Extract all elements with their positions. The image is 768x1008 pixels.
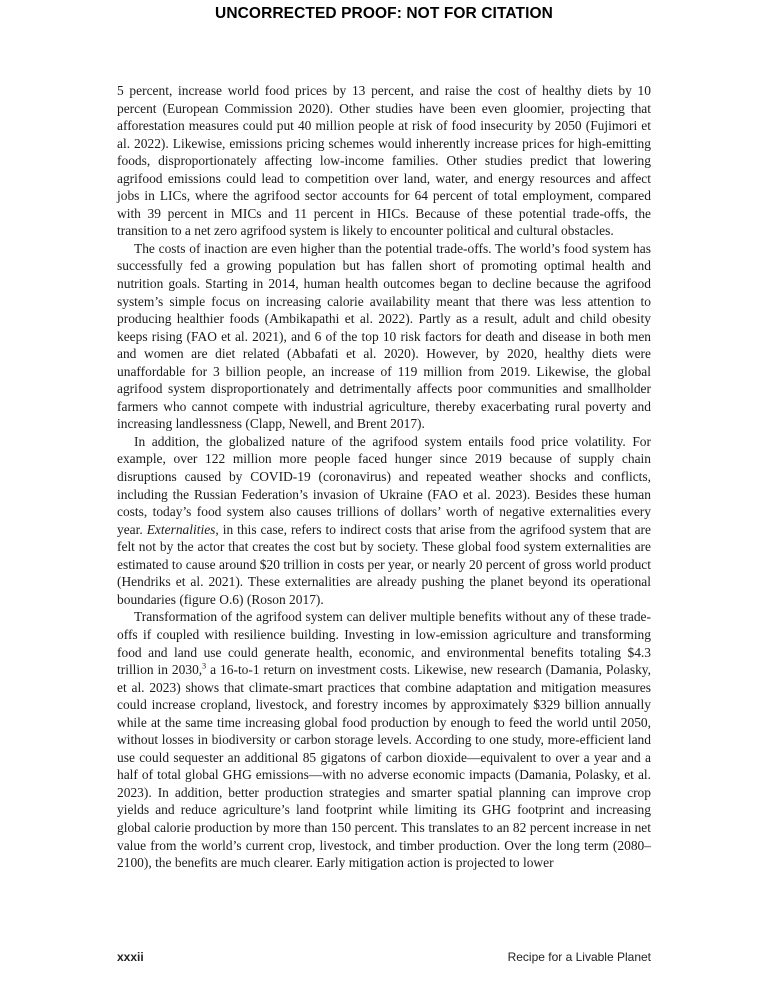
page-number: xxxii [117, 950, 144, 964]
paragraph-2: The costs of inaction are even higher than the potential trade-offs. The world’s food system has successfully fed a growing population but has fallen short of promoting optimal health and nutrition goals. Starting in 2014, human health outcomes began to decline because the agrifood system’s simple focus on increasing calorie availability meant that there was less attention to producing healthier foods (Ambikapathi et al. 2022). Partly as a result, adult and child obesity keeps rising (FAO et al. 2021), and 6 of the top 10 risk factors for death and disease in both men and women are diet related (Abbafati et al. 2020). However, by 2020, healthy diets were unaffordable for 3 billion people, an increase of 119 million from 2019. Likewise, the global agrifood system disproportionately and detrimentally affects poor communities and smallholder farmers who cannot compete with industrial agriculture, thereby exacerbating rural poverty and increasing landlessness (Clapp, Newell, and Brent 2017). [117, 240, 651, 432]
body-text [117, 82, 651, 872]
proof-banner: UNCORRECTED PROOF: NOT FOR CITATION [215, 5, 553, 22]
externalities-term: Externalities [146, 521, 216, 537]
paragraph-3-text-end: , in this case, refers to indirect costs that arise from the agrifood system that are felt not by the actor that creates the cost but by society. These global food system externalities are estimated to cause around $20 trillion in costs per year, or nearly 20 percent of gross world product (Hendriks et al. 2021). These externalities are already pushing the planet beyond its operational boundaries (figure O.6) (Roson 2017). [117, 521, 651, 607]
paragraph-1: 5 percent, increase world food prices by 13 percent, and raise the cost of healthy diets by 10 percent (European Commission 2020). Other studies have been even gloomier, projecting that afforestation measures could put 40 million people at risk of food insecurity by 2050 (Fujimori et al. 2022). Likewise, emissions pricing schemes would inherently increase prices for high-emitting foods, disproportionately affecting low-income families. Other studies predict that lowering agrifood emissions could lead to competition over land, water, and energy resources and affect jobs in LICs, where the agrifood sector accounts for 64 percent of total employment, compared with 39 percent in MICs and 11 percent in HICs. Because of these potential trade-offs, the transition to a net zero agrifood system is likely to encounter political and cultural obstacles. [117, 83, 651, 239]
paragraph-3-text-start: In addition, the globalized nature of the agrifood system entails food price volatility. For example, over 122 million more people faced hunger since 2019 because of supply chain disruptions caused by COVID-19 (coronavirus) and repeated weather shocks and conflicts, including the Russian Federation’s invasion of Ukraine (FAO et al. 2023). Besides these human costs, today’s food system also causes trillions of dollars’ worth of negative externalities every year. [117, 433, 651, 537]
paragraph-3 [117, 433, 651, 608]
paragraph-4-text-start: Transformation of the agrifood system can deliver multiple benefits without any of these trade-offs if coupled with resilience building. Investing in low-emission agriculture and transforming food and land use could generate health, economic, and environmental benefits totaling $4.3 trillion in 2030, [117, 609, 651, 678]
running-title: Recipe for a Livable Planet [507, 950, 651, 964]
paragraph-4 [117, 608, 651, 871]
paragraph-4-text-end: a 16-to-1 return on investment costs. Likewise, new research (Damania, Polasky, et al. 2023) shows that climate-smart practices that combine adaptation and mitigation measures could increase cropland, livestock, and forestry incomes by approximately $329 billion annually while at the same time increasing global food production by enough to feed the world until 2050, without losses in biodiversity or carbon storage levels. According to one study, more-efficient land use could sequester an additional 85 gigatons of carbon dioxide—equivalent to over a year and a half of total global GHG emissions—with no adverse economic impacts (Damania, Polasky, et al. 2023). In addition, better production strategies and smarter spatial planning can improve crop yields and reduce agriculture’s land footprint while limiting its GHG footprint and increasing global calorie production by more than 150 percent. This translates to an 82 percent increase in net value from the world’s current crop, livestock, and timber production. Over the long term (2080–2100), the benefits are much clearer. Early mitigation action is projected to lower [117, 662, 651, 871]
footnote-marker: 3 [202, 661, 207, 671]
